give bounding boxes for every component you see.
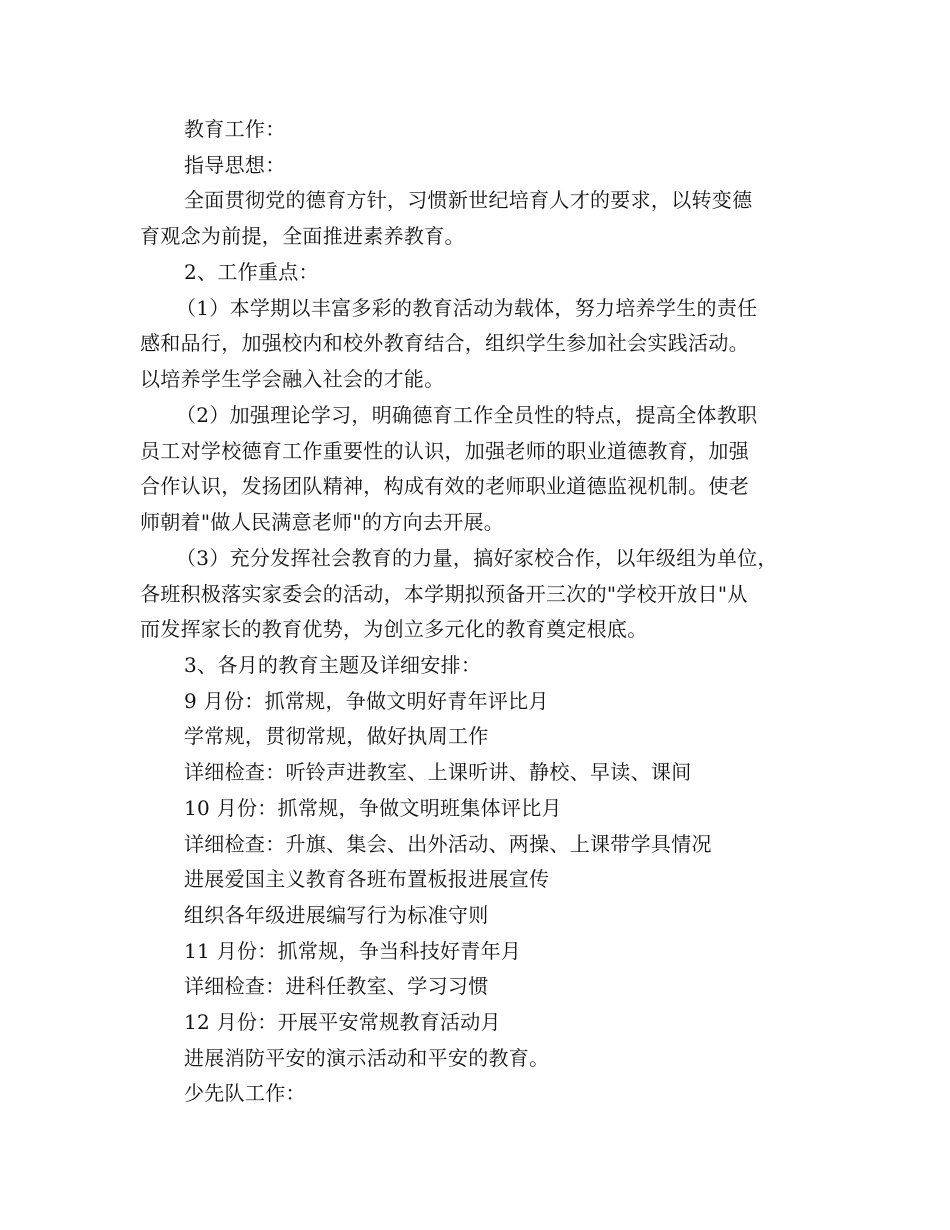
- list-item: 进展爱国主义教育各班布置板报进展宣传: [184, 867, 550, 891]
- paragraph-line: 而发挥家长的教育优势，为创立多元化的教育奠定根底。: [140, 617, 648, 641]
- paragraph-line: 员工对学校德育工作重要性的认识，加强老师的职业道德教育，加强: [140, 439, 749, 463]
- paragraph-line: 以培养学生学会融入社会的才能。: [140, 367, 445, 391]
- paragraph-line: 师朝着"做人民满意老师"的方向去开展。: [140, 510, 505, 534]
- list-item: 11 月份：抓常规，争当科技好青年月: [184, 939, 522, 963]
- list-item: 10 月份：抓常规，争做文明班集体评比月: [184, 796, 562, 820]
- list-item: 详细检查：听铃声进教室、上课听讲、静校、早读、课间: [184, 760, 692, 784]
- heading-work-focus: 2、工作重点：: [184, 260, 319, 284]
- heading-guiding-thought: 指导思想：: [184, 153, 286, 177]
- paragraph-line: 合作认识，发扬团队精神，构成有效的老师职业道德监视机制。使老: [140, 474, 749, 498]
- paragraph-line: （2）加强理论学习，明确德育工作全员性的特点，提高全体教职: [176, 403, 758, 427]
- heading-monthly-themes: 3、各月的教育主题及详细安排：: [184, 653, 482, 677]
- section-heading-pioneers-work: 少先队工作：: [184, 1081, 306, 1105]
- paragraph-line: （3）充分发挥社会教育的力量，搞好家校合作，以年级组为单位，: [176, 546, 778, 570]
- section-heading-education-work: 教育工作：: [184, 117, 286, 141]
- paragraph-line: 感和品行，加强校内和校外教育结合，组织学生参加社会实践活动。: [140, 331, 749, 355]
- paragraph-line: 全面贯彻党的德育方针，习惯新世纪培育人才的要求，以转变德: [184, 188, 753, 212]
- paragraph-line: 各班积极落实家委会的活动，本学期拟预备开三次的"学校开放日"从: [140, 582, 748, 606]
- list-item: 详细检查：升旗、集会、出外活动、两操、上课带学具情况: [184, 832, 712, 856]
- list-item: 9 月份：抓常规，争做文明好青年评比月: [184, 689, 549, 713]
- list-item: 12 月份：开展平安常规教育活动月: [184, 1010, 501, 1034]
- paragraph-line: 育观念为前提，全面推进素养教育。: [140, 224, 465, 248]
- paragraph-line: （1）本学期以丰富多彩的教育活动为载体，努力培养学生的责任: [176, 296, 758, 320]
- list-item: 学常规，贯彻常规，做好执周工作: [184, 724, 489, 748]
- list-item: 组织各年级进展编写行为标准守则: [184, 903, 489, 927]
- list-item: 详细检查：进科任教室、学习习惯: [184, 974, 489, 998]
- list-item: 进展消防平安的演示活动和平安的教育。: [184, 1046, 550, 1070]
